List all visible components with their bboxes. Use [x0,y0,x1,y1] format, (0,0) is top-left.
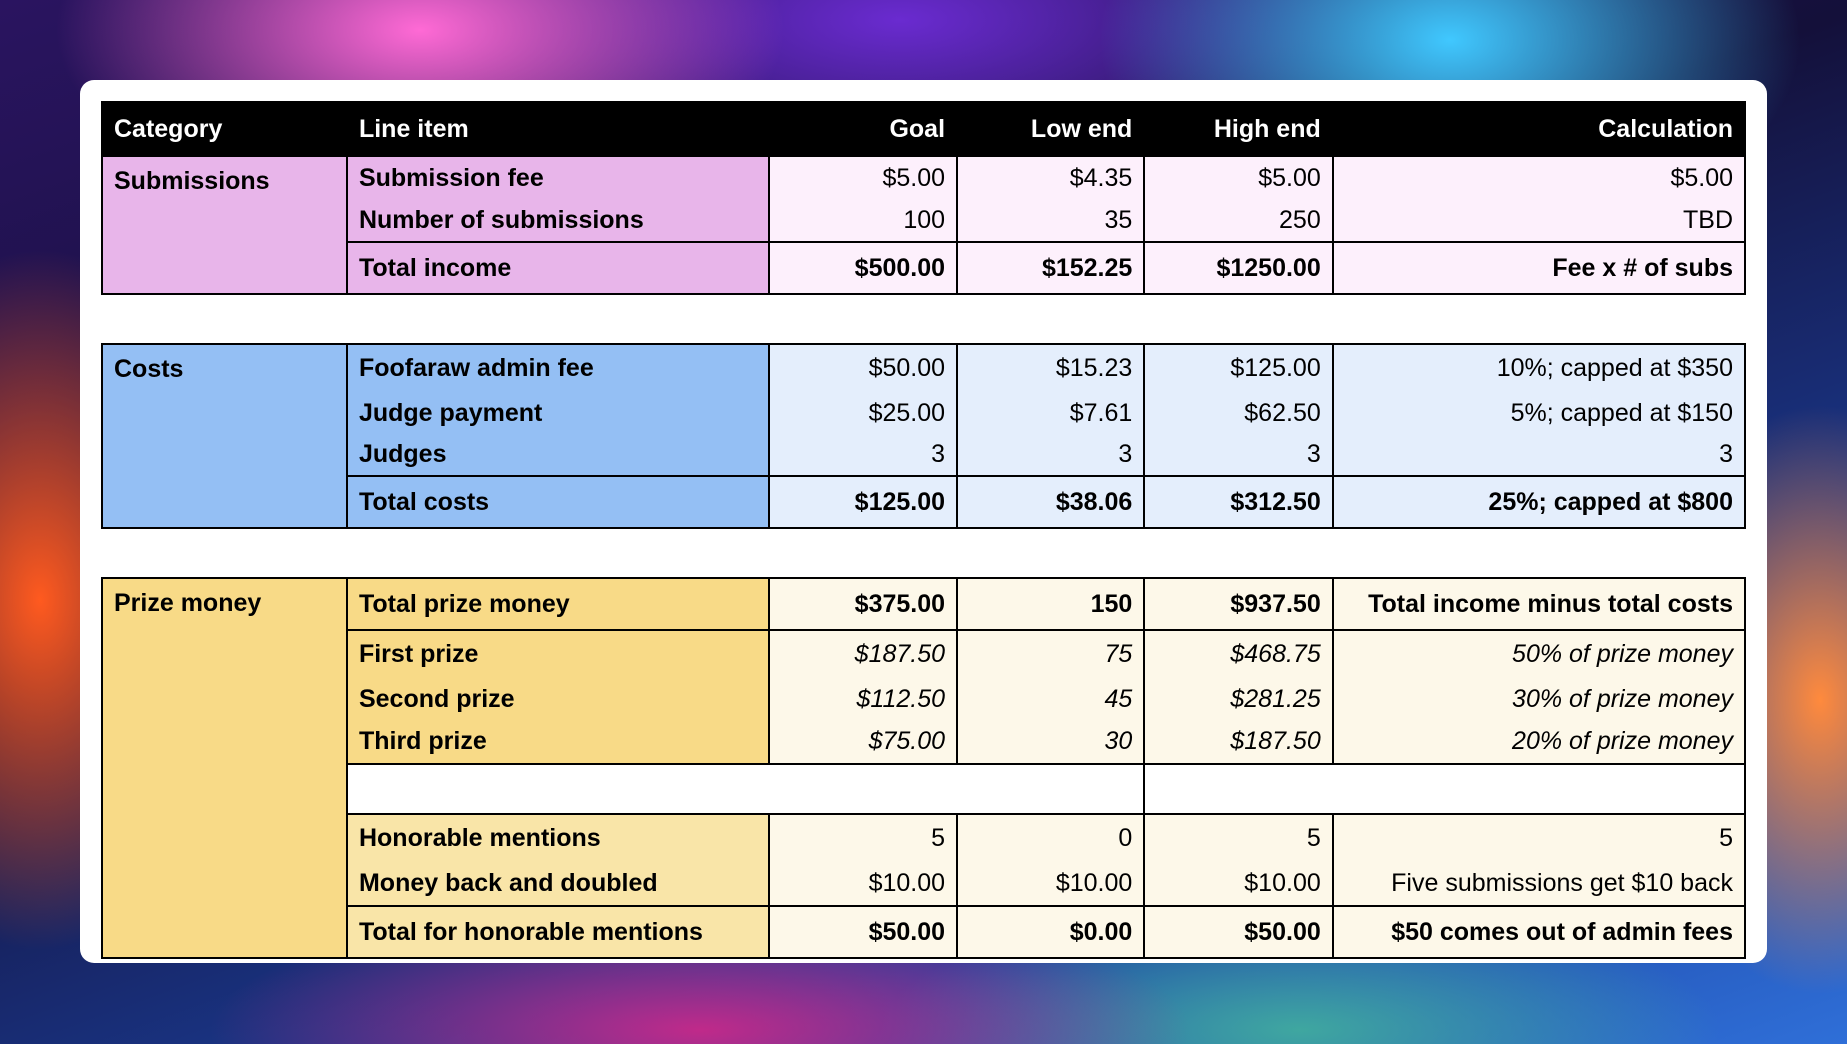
table-row [102,578,1745,630]
high-cell: $187.50 [1144,720,1332,764]
header-category: Category [102,102,347,156]
table-card [80,80,1767,963]
line-item: Foofaraw admin fee [347,344,769,392]
line-item: Total prize money [347,578,769,630]
calc-cell: 3 [1333,434,1745,476]
high-cell: 5 [1144,814,1332,862]
goal-cell: 5 [769,814,957,862]
section-spacer [102,528,1745,578]
header-low-end: Low end [957,102,1144,156]
high-cell: $937.50 [1144,578,1332,630]
table-row [102,678,1745,720]
line-item: Judges [347,434,769,476]
goal-cell: 100 [769,200,957,242]
goal-cell: $500.00 [769,242,957,294]
line-item: Judge payment [347,392,769,434]
goal-cell: $75.00 [769,720,957,764]
low-cell: $4.35 [957,156,1144,200]
low-cell: 150 [957,578,1144,630]
calc-cell: Fee x # of subs [1333,242,1745,294]
low-cell: $7.61 [957,392,1144,434]
high-cell: $62.50 [1144,392,1332,434]
high-cell: $50.00 [1144,906,1332,958]
line-item: First prize [347,630,769,678]
low-cell: 3 [957,434,1144,476]
goal-cell: $5.00 [769,156,957,200]
low-cell: $152.25 [957,242,1144,294]
calc-cell: Five submissions get $10 back [1333,862,1745,906]
low-cell: $15.23 [957,344,1144,392]
goal-cell: $50.00 [769,344,957,392]
low-cell: 75 [957,630,1144,678]
line-item: Third prize [347,720,769,764]
high-cell: $5.00 [1144,156,1332,200]
table-row [102,156,1745,200]
table-row [102,814,1745,862]
line-item: Total costs [347,476,769,528]
high-cell: $312.50 [1144,476,1332,528]
table-row [102,906,1745,958]
low-cell: 45 [957,678,1144,720]
table-row [102,720,1745,764]
low-cell: 35 [957,200,1144,242]
budget-table [101,101,1746,959]
line-item: Submission fee [347,156,769,200]
goal-cell: $25.00 [769,392,957,434]
high-cell: 250 [1144,200,1332,242]
line-item: Second prize [347,678,769,720]
high-cell: 3 [1144,434,1332,476]
high-cell: $10.00 [1144,862,1332,906]
calc-cell: 5 [1333,814,1745,862]
calc-cell: 50% of prize money [1333,630,1745,678]
line-item: Total for honorable mentions [347,906,769,958]
calc-cell: 30% of prize money [1333,678,1745,720]
category-prize-money: Prize money [102,578,347,958]
calc-cell: TBD [1333,200,1745,242]
low-cell: $0.00 [957,906,1144,958]
table-row [102,242,1745,294]
high-cell: $468.75 [1144,630,1332,678]
calc-cell: 5%; capped at $150 [1333,392,1745,434]
high-cell: $1250.00 [1144,242,1332,294]
goal-cell: $10.00 [769,862,957,906]
goal-cell: $50.00 [769,906,957,958]
line-item: Number of submissions [347,200,769,242]
goal-cell: $375.00 [769,578,957,630]
calc-cell: $50 comes out of admin fees [1333,906,1745,958]
goal-cell: $187.50 [769,630,957,678]
high-cell: $281.25 [1144,678,1332,720]
line-item: Total income [347,242,769,294]
table-row [102,476,1745,528]
table-row [102,392,1745,434]
goal-cell: 3 [769,434,957,476]
goal-cell: $112.50 [769,678,957,720]
low-cell: $10.00 [957,862,1144,906]
calc-cell: 25%; capped at $800 [1333,476,1745,528]
calc-cell: Total income minus total costs [1333,578,1745,630]
category-costs: Costs [102,344,347,528]
header-calculation: Calculation [1333,102,1745,156]
low-cell: $38.06 [957,476,1144,528]
header-goal: Goal [769,102,957,156]
calc-cell: 10%; capped at $350 [1333,344,1745,392]
table-row [102,630,1745,678]
header-line-item: Line item [347,102,769,156]
table-row [102,862,1745,906]
calc-cell: 20% of prize money [1333,720,1745,764]
table-row [102,434,1745,476]
header-row [102,102,1745,156]
low-cell: 0 [957,814,1144,862]
header-high-end: High end [1144,102,1332,156]
line-item: Money back and doubled [347,862,769,906]
goal-cell: $125.00 [769,476,957,528]
table-row [102,200,1745,242]
high-cell: $125.00 [1144,344,1332,392]
line-item: Honorable mentions [347,814,769,862]
category-submissions: Submissions [102,156,347,294]
calc-cell: $5.00 [1333,156,1745,200]
low-cell: 30 [957,720,1144,764]
section-spacer [102,764,1745,814]
section-spacer [102,294,1745,344]
table-row [102,344,1745,392]
